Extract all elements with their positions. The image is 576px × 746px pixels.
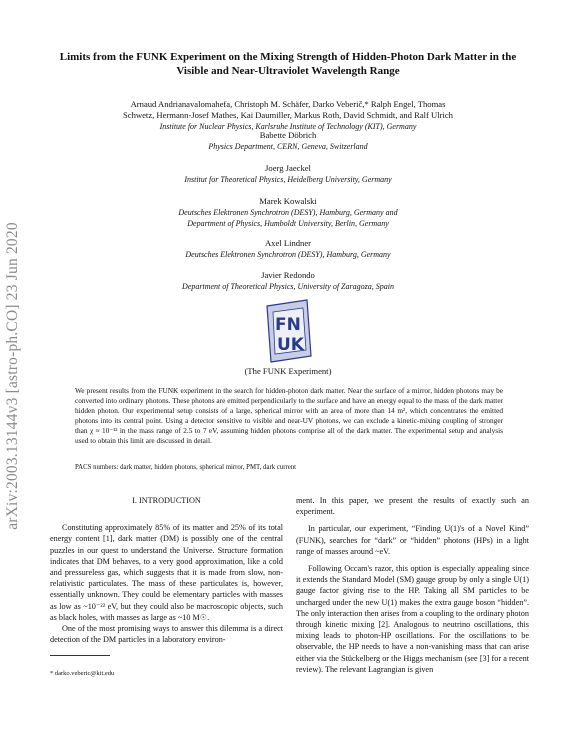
footnote: * darko.veberic@kit.edu — [50, 670, 115, 677]
logo-caption: (The FUNK Experiment) — [244, 366, 332, 376]
funk-logo — [263, 298, 315, 364]
author-group-zaragoza — [60, 270, 516, 292]
paragraph: One of the most promising ways to answer this dilemma is a direct detection of the DM particles in a laboratory environ- — [50, 624, 283, 645]
affiliation: Deutsches Elektronen Synchrotron (DESY), Hamburg, Germany — [185, 250, 391, 259]
svg-text:UK: UK — [277, 335, 304, 355]
affiliation: Institut for Theoretical Physics, Heidelberg University, Germany — [184, 175, 392, 184]
affiliation: Department of Physics, Humboldt University, Berlin, Germany — [187, 219, 389, 228]
paragraph: Constituting approximately 85% of its matter and 25% of its total energy content [1], dark matter (DM) is possibly one of the central puzzles in our quest to understand the Universe. Structure formation indicates that DM behaves, to a very good approximation, like a cold and pressureless gas, which suggests that it is made from slow, non-relativistic particulates. The mass of these particulates is, however, essentially unknown. They could be elementary particles with masses as low as ~10⁻²² eV, but they could also be macroscopic objects, such as black holes, with masses as large as ~10 M☉. — [50, 523, 283, 622]
paper-title — [50, 50, 526, 78]
author-names: Babette Döbrich — [259, 130, 317, 140]
right-column — [296, 495, 529, 675]
author-names: Schwetz, Hermann-Josef Mathes, Kai Daumiller, Markus Roth, David Schmidt, and Ralf Ulrich — [123, 110, 453, 120]
author-names: Joerg Jaeckel — [265, 163, 311, 173]
affiliation: Department of Theoretical Physics, University of Zaragoza, Spain — [182, 282, 394, 291]
paragraph: Following Occam's razor, this option is especially appealing since it extends the Standard Model (SM) gauge group by only a single U(1) gauge factor giving rise to the HP. Taking all SM particles to be uncharged under the new U(1) makes the extra gauge boson “hidden”. The only interaction then arises from a coupling to the ordinary photon through kinetic mixing [2]. Analogous to neutrino oscillations, this mixing leads to photon-HP oscillations. For the oscillations to be observable, the HP needs to have a non-vanishing mass that can arise either via the Stückelberg or the Higgs mechanism (see [3] for a recent review). The relevant Lagrangian is given — [296, 564, 529, 674]
author-group-heidelberg — [60, 163, 516, 185]
title-line-2: Visible and Near-Ultraviolet Wavelength Range — [176, 65, 400, 77]
author-group-desy-2 — [60, 238, 516, 260]
abstract: We present results from the FUNK experiment in the search for hidden-photon dark matter. Near the surface of a mirror, hidden photons may be converted into ordinary photons. These photons are emitted perpendicularly to the surface and have an energy equal to the mass of the dark matter hidden photon. Our experimental setup consists of a large, spherical mirror with an area of more than 14 m², which concentrates the emitted photons into its central point. Using a detector sensitive to visible and near-UV photons, we can exclude a kinetic-mixing coupling of stronger than χ ≈ 10⁻¹² in the mass range of 2.5 to 7 eV, assuming hidden photons comprise all of the dark matter. The experimental setup and analysis used to obtain this limit are discussed in detail. — [75, 386, 503, 445]
paragraph: ment. In this paper, we present the results of exactly such an experiment. — [296, 496, 529, 517]
arxiv-stamp: arXiv:2003.13144v3 [astro-ph.CO] 23 Jun 2020 — [4, 222, 21, 530]
affiliation: Deutsches Elektronen Synchrotron (DESY), Hamburg, Germany and — [178, 208, 398, 217]
affiliation: Physics Department, CERN, Geneva, Switzerland — [208, 142, 368, 151]
title-line-1: Limits from the FUNK Experiment on the Mixing Strength of Hidden-Photon Dark Matter in the — [59, 51, 517, 63]
author-group-kit — [60, 99, 516, 132]
svg-text:FN: FN — [275, 315, 301, 335]
author-names: Marek Kowalski — [259, 196, 317, 206]
paragraph: In particular, our experiment, “Finding U(1)'s of a Novel Kind” (FUNK), searches for “dark” or “hidden” photons (HPs) in a light range of masses around ~eV. — [296, 524, 529, 556]
footnote-rule — [50, 655, 110, 656]
author-names: Arnaud Andrianavalomahefa, Christoph M. Schäfer, Darko Veberič,* Ralph Engel, Thomas — [130, 99, 446, 109]
author-group-cern — [60, 130, 516, 152]
affiliation: Institute for Nuclear Physics, Karlsruhe Institute of Technology (KIT), Germany — [159, 122, 417, 131]
author-names: Javier Redondo — [261, 270, 315, 280]
author-names: Axel Lindner — [264, 238, 312, 248]
section-heading: I. INTRODUCTION — [132, 496, 201, 505]
left-column — [50, 495, 283, 645]
pacs-numbers: PACS numbers: dark matter, hidden photons, spherical mirror, PMT, dark current — [75, 464, 297, 471]
author-group-desy — [60, 196, 516, 229]
